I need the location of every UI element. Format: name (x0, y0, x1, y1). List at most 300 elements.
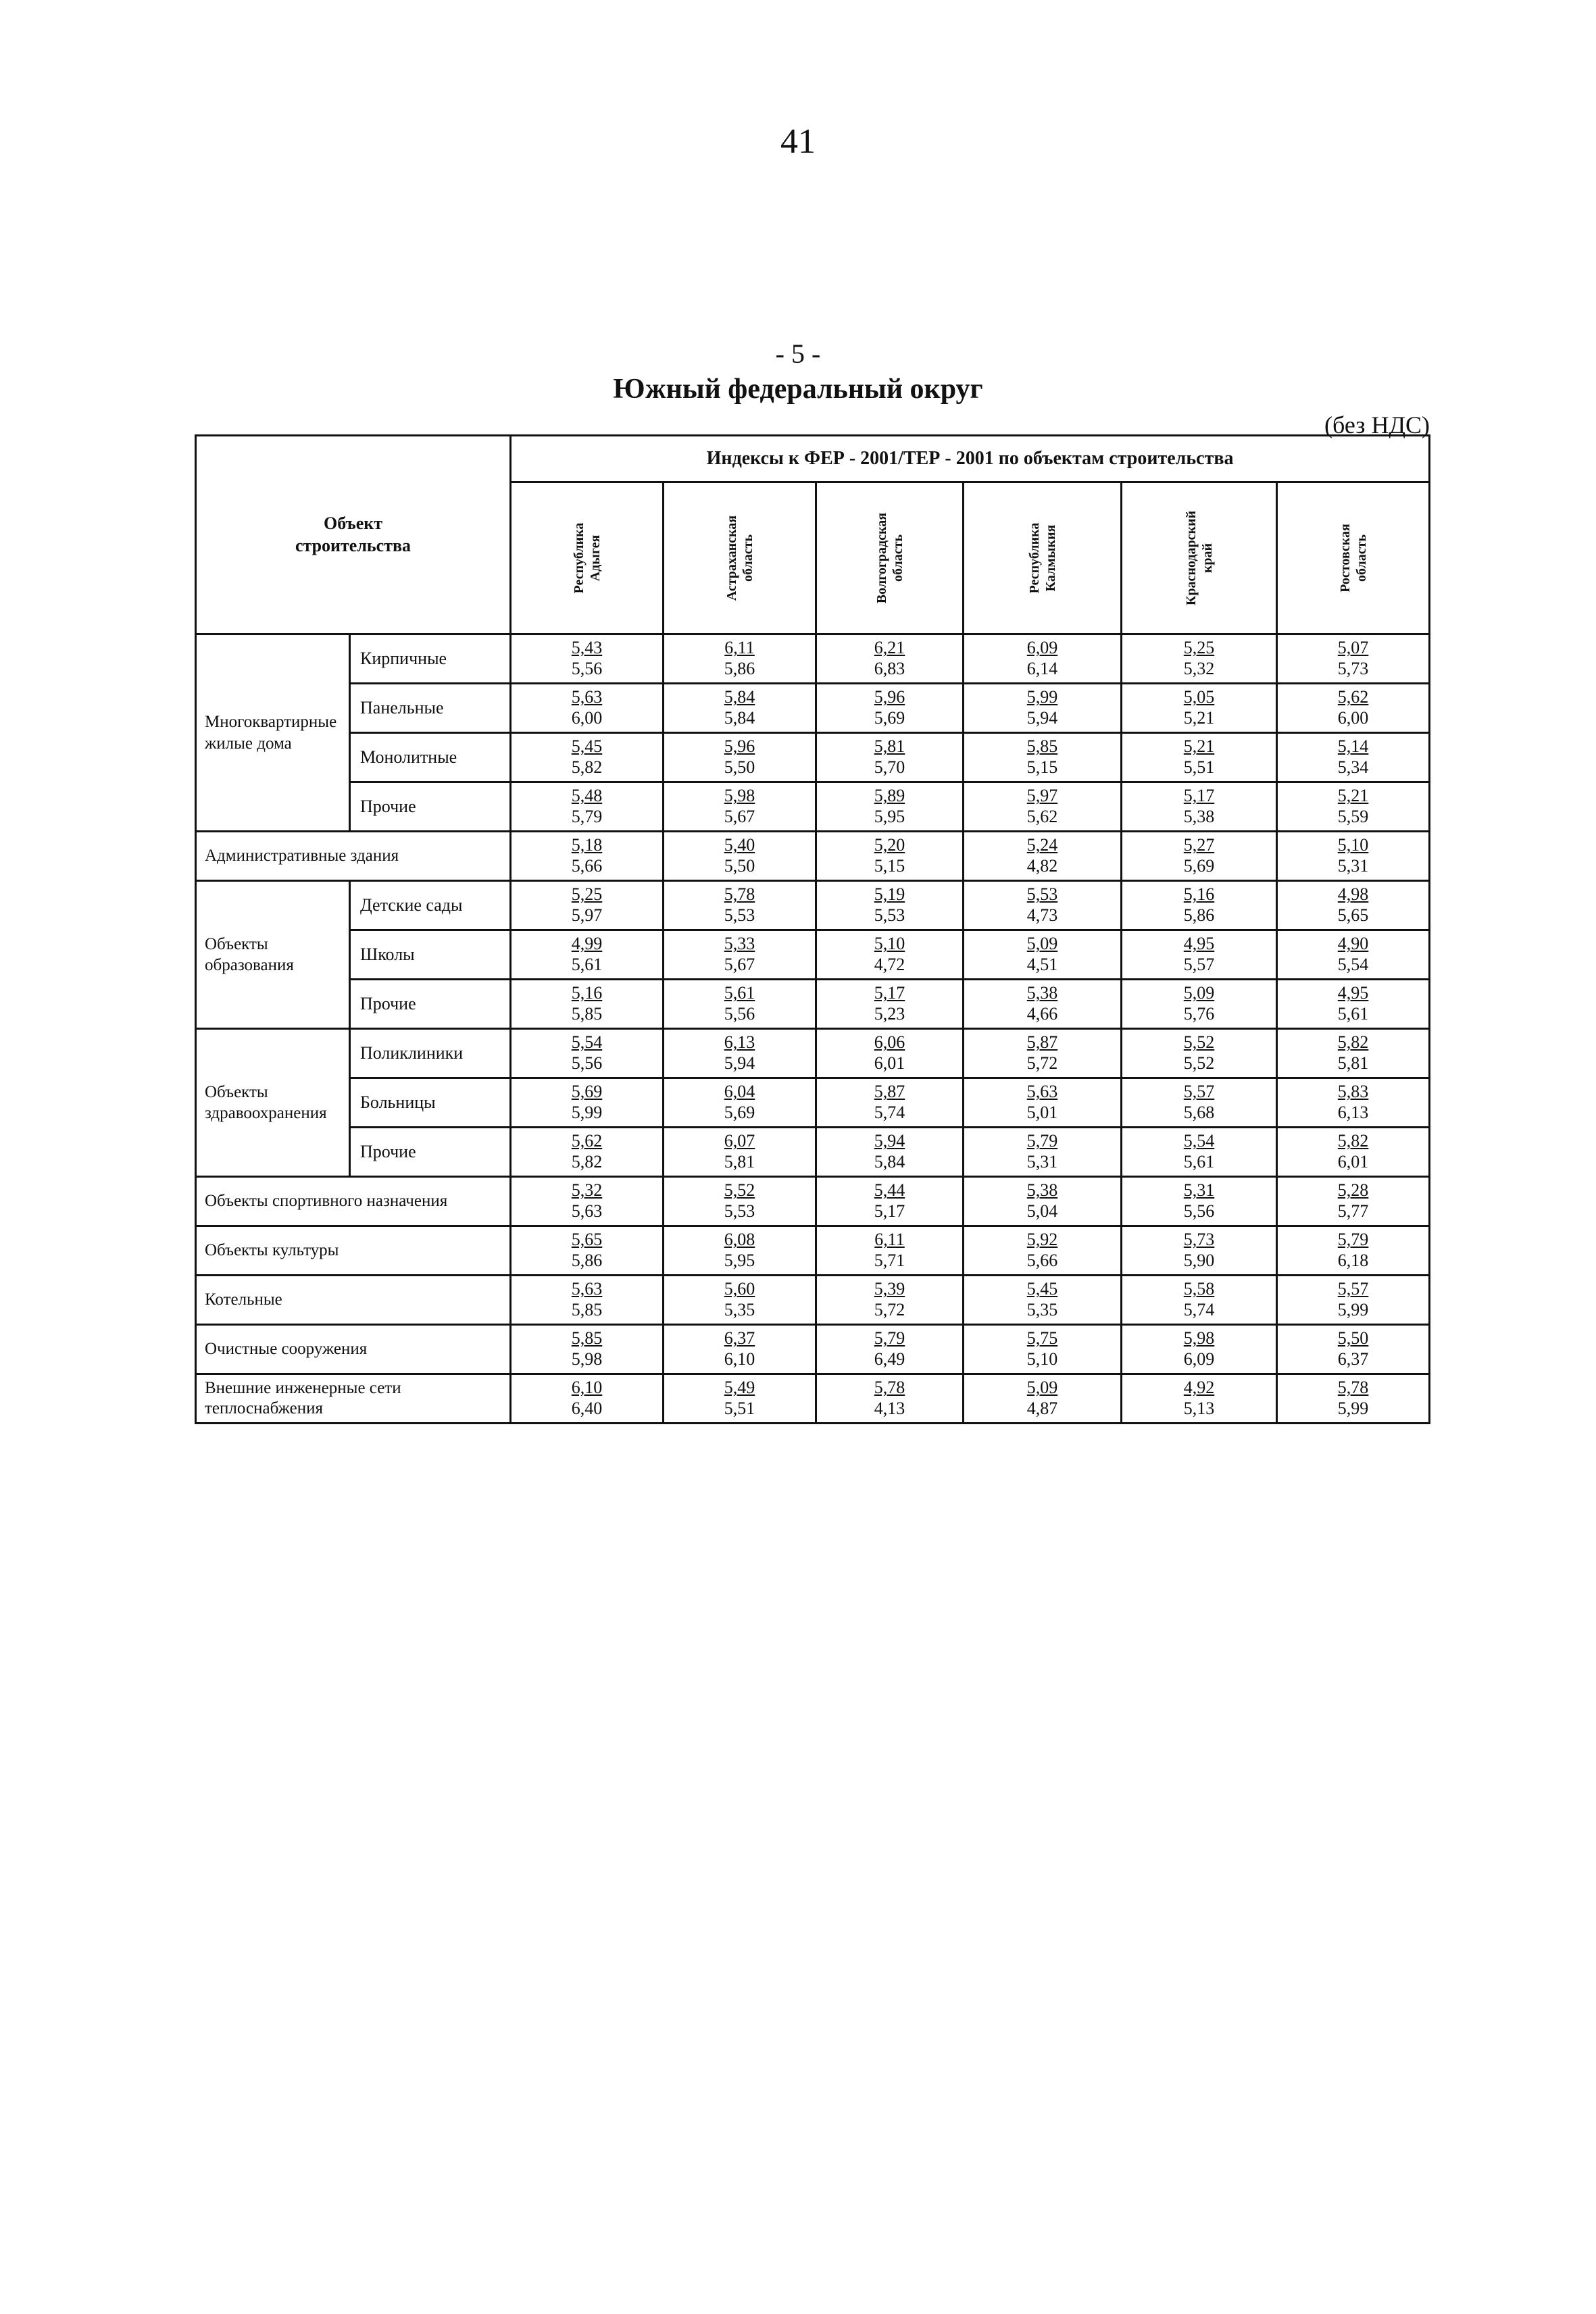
index-value-ter: 4,51 (1026, 955, 1058, 974)
index-value-ter: 4,73 (1026, 905, 1058, 925)
indices-header: Индексы к ФЕР - 2001/ТЕР - 2001 по объектам строительства (511, 436, 1430, 482)
index-cell (816, 1177, 964, 1226)
index-cell (964, 684, 1122, 733)
index-value-ter: 5,35 (1026, 1300, 1058, 1319)
index-value-fer: 5,39 (874, 1279, 905, 1299)
index-value-fer: 5,89 (874, 786, 905, 806)
index-value-fer: 5,24 (1026, 835, 1058, 855)
object-category: Котельные (196, 1276, 511, 1325)
index-value-ter: 5,99 (1337, 1399, 1369, 1418)
index-value-fer: 4,90 (1337, 934, 1369, 954)
index-value-fer: 5,94 (874, 1131, 905, 1151)
index-cell (1277, 930, 1430, 980)
index-value-fer: 5,63 (1026, 1082, 1058, 1102)
index-cell (511, 1177, 664, 1226)
index-value-ter: 6,37 (1337, 1349, 1369, 1369)
index-value-fer: 5,20 (874, 835, 905, 855)
index-cell (664, 1078, 816, 1128)
index-value-ter: 5,71 (874, 1251, 905, 1270)
index-value-ter: 5,70 (874, 757, 905, 777)
index-value-fer: 4,95 (1337, 983, 1369, 1003)
table-row (196, 832, 1430, 881)
table-row (196, 1177, 1430, 1226)
indices-table (195, 434, 1430, 1424)
index-value-ter: 5,53 (724, 905, 755, 925)
index-value-fer: 4,98 (1337, 884, 1369, 905)
index-value-fer: 5,79 (1026, 1131, 1058, 1151)
index-cell (511, 1029, 664, 1078)
index-value-fer: 5,73 (1183, 1230, 1215, 1250)
vat-note: (без НДС) (1324, 411, 1430, 438)
index-cell (964, 1029, 1122, 1078)
index-value-fer: 5,98 (724, 786, 755, 806)
object-subtype: Прочие (350, 980, 511, 1029)
index-value-fer: 5,09 (1026, 934, 1058, 954)
index-cell (964, 1325, 1122, 1374)
index-value-ter: 5,61 (571, 955, 603, 974)
table-row (196, 782, 1430, 832)
index-cell (664, 832, 816, 881)
region-header-label: Астраханская область (724, 515, 755, 601)
index-cell (511, 1078, 664, 1128)
index-value-ter: 5,61 (1337, 1004, 1369, 1024)
index-cell (816, 782, 964, 832)
index-value-ter: 5,52 (1183, 1053, 1215, 1073)
index-value-fer: 5,81 (874, 736, 905, 757)
index-value-fer: 6,08 (724, 1230, 755, 1250)
index-value-fer: 5,53 (1026, 884, 1058, 905)
index-cell (664, 782, 816, 832)
index-value-fer: 5,33 (724, 934, 755, 954)
index-value-ter: 6,00 (1337, 708, 1369, 728)
index-value-fer: 5,69 (571, 1082, 603, 1102)
index-value-fer: 5,78 (874, 1378, 905, 1398)
index-value-fer: 5,57 (1183, 1082, 1215, 1102)
index-value-ter: 5,50 (724, 757, 755, 777)
index-cell (1122, 1276, 1277, 1325)
object-subtype: Кирпичные (350, 634, 511, 684)
index-value-ter: 5,72 (874, 1300, 905, 1319)
object-category: Очистные сооружения (196, 1325, 511, 1374)
region-header-label: Краснодарский край (1183, 510, 1215, 606)
index-cell (1122, 1325, 1277, 1374)
index-value-ter: 6,40 (571, 1399, 603, 1418)
table-row (196, 634, 1430, 684)
index-cell (816, 1226, 964, 1276)
index-value-ter: 5,94 (1026, 708, 1058, 728)
index-value-fer: 5,09 (1026, 1378, 1058, 1398)
index-value-fer: 5,25 (1183, 638, 1215, 658)
index-value-ter: 5,50 (724, 856, 755, 876)
index-value-ter: 5,69 (874, 708, 905, 728)
index-cell (1122, 1128, 1277, 1177)
index-cell (664, 1276, 816, 1325)
index-value-ter: 5,98 (571, 1349, 603, 1369)
index-value-fer: 6,07 (724, 1131, 755, 1151)
object-category: Объекты спортивного назначения (196, 1177, 511, 1226)
index-value-ter: 5,90 (1183, 1251, 1215, 1270)
index-value-fer: 5,09 (1183, 983, 1215, 1003)
index-cell (816, 980, 964, 1029)
index-value-ter: 6,10 (724, 1349, 755, 1369)
index-value-fer: 5,78 (724, 884, 755, 905)
index-cell (816, 634, 964, 684)
index-value-ter: 5,53 (724, 1201, 755, 1221)
index-value-ter: 5,95 (724, 1251, 755, 1270)
index-value-ter: 5,84 (724, 708, 755, 728)
object-group: Объекты здравоохранения (196, 1029, 350, 1177)
index-cell (816, 1029, 964, 1078)
index-value-ter: 5,15 (874, 856, 905, 876)
index-value-fer: 5,17 (874, 983, 905, 1003)
index-cell (511, 684, 664, 733)
index-value-ter: 5,23 (874, 1004, 905, 1024)
index-value-fer: 5,25 (571, 884, 603, 905)
object-category: Административные здания (196, 832, 511, 881)
index-cell (964, 1276, 1122, 1325)
index-value-fer: 5,21 (1337, 786, 1369, 806)
index-value-ter: 5,57 (1183, 955, 1215, 974)
index-cell (664, 1226, 816, 1276)
index-value-fer: 5,61 (724, 983, 755, 1003)
table-row (196, 1128, 1430, 1177)
index-cell (511, 1325, 664, 1374)
index-cell (1122, 684, 1277, 733)
document-title: Южный федеральный округ (613, 374, 983, 405)
index-cell (1277, 1177, 1430, 1226)
index-cell (816, 733, 964, 782)
index-cell (511, 733, 664, 782)
index-cell (964, 733, 1122, 782)
table-row (196, 733, 1430, 782)
index-value-ter: 5,99 (1337, 1300, 1369, 1319)
index-value-fer: 5,58 (1183, 1279, 1215, 1299)
index-value-fer: 5,10 (874, 934, 905, 954)
index-cell (664, 733, 816, 782)
index-value-ter: 5,79 (571, 807, 603, 826)
index-value-fer: 5,78 (1337, 1378, 1369, 1398)
index-value-fer: 5,87 (874, 1082, 905, 1102)
index-value-ter: 5,38 (1183, 807, 1215, 826)
index-value-fer: 5,82 (1337, 1131, 1369, 1151)
index-cell (816, 1128, 964, 1177)
table-body (196, 634, 1430, 1424)
index-value-ter: 5,72 (1026, 1053, 1058, 1073)
index-value-ter: 5,82 (571, 757, 603, 777)
index-cell (964, 832, 1122, 881)
index-cell (964, 881, 1122, 930)
index-cell (816, 1276, 964, 1325)
index-value-fer: 5,16 (571, 983, 603, 1003)
index-value-ter: 5,67 (724, 807, 755, 826)
index-value-fer: 4,95 (1183, 934, 1215, 954)
index-value-ter: 5,69 (1183, 856, 1215, 876)
index-cell (664, 1128, 816, 1177)
index-value-ter: 5,94 (724, 1053, 755, 1073)
index-cell (1277, 1029, 1430, 1078)
index-value-ter: 5,17 (874, 1201, 905, 1221)
index-value-ter: 5,62 (1026, 807, 1058, 826)
index-value-fer: 5,87 (1026, 1032, 1058, 1053)
index-cell (964, 930, 1122, 980)
index-value-fer: 6,11 (874, 1230, 905, 1250)
index-cell (1122, 1226, 1277, 1276)
index-value-fer: 5,05 (1183, 687, 1215, 707)
index-value-ter: 6,14 (1026, 659, 1058, 678)
index-value-ter: 5,74 (874, 1103, 905, 1122)
index-value-ter: 6,01 (874, 1053, 905, 1073)
index-cell (1122, 634, 1277, 684)
index-value-fer: 5,83 (1337, 1082, 1369, 1102)
index-cell (511, 1226, 664, 1276)
index-value-fer: 5,84 (724, 687, 755, 707)
index-value-fer: 5,07 (1337, 638, 1369, 658)
index-value-fer: 5,52 (1183, 1032, 1215, 1053)
index-cell (1277, 980, 1430, 1029)
index-value-ter: 5,56 (571, 1053, 603, 1073)
index-value-fer: 6,06 (874, 1032, 905, 1053)
index-value-fer: 5,85 (1026, 736, 1058, 757)
index-cell (664, 881, 816, 930)
index-value-ter: 5,34 (1337, 757, 1369, 777)
object-subtype: Больницы (350, 1078, 511, 1128)
index-cell (964, 1374, 1122, 1424)
index-value-ter: 5,85 (571, 1300, 603, 1319)
subpage-number: - 5 - (775, 338, 821, 369)
index-value-ter: 5,21 (1183, 708, 1215, 728)
index-value-ter: 5,32 (1183, 659, 1215, 678)
index-value-fer: 5,92 (1026, 1230, 1058, 1250)
index-cell (816, 684, 964, 733)
table-row (196, 881, 1430, 930)
index-cell (816, 1078, 964, 1128)
object-subtype: Монолитные (350, 733, 511, 782)
index-value-ter: 5,13 (1183, 1399, 1215, 1418)
index-value-fer: 5,19 (874, 884, 905, 905)
index-value-ter: 5,81 (1337, 1053, 1369, 1073)
index-cell (816, 930, 964, 980)
index-cell (664, 1325, 816, 1374)
index-value-fer: 5,43 (571, 638, 603, 658)
index-cell (964, 782, 1122, 832)
index-cell (1277, 1276, 1430, 1325)
index-value-ter: 5,15 (1026, 757, 1058, 777)
region-header-label: Республика Калмыкия (1026, 522, 1058, 594)
index-value-fer: 6,04 (724, 1082, 755, 1102)
index-value-ter: 4,13 (874, 1399, 905, 1418)
index-value-ter: 5,56 (571, 659, 603, 678)
index-cell (816, 1325, 964, 1374)
table-row (196, 1226, 1430, 1276)
index-value-ter: 5,31 (1337, 856, 1369, 876)
index-cell (964, 980, 1122, 1029)
object-group: Объекты образования (196, 881, 350, 1029)
table-row (196, 1078, 1430, 1128)
index-value-ter: 5,53 (874, 905, 905, 925)
index-cell (511, 782, 664, 832)
index-cell (964, 634, 1122, 684)
index-cell (1277, 634, 1430, 684)
index-cell (511, 930, 664, 980)
index-value-fer: 5,32 (571, 1180, 603, 1201)
index-cell (1122, 1374, 1277, 1424)
index-cell (1122, 930, 1277, 980)
index-cell (511, 634, 664, 684)
region-header-label: Республика Адыгея (571, 522, 603, 594)
index-cell (1122, 881, 1277, 930)
index-cell (964, 1128, 1122, 1177)
index-value-fer: 6,37 (724, 1328, 755, 1349)
index-value-ter: 4,72 (874, 955, 905, 974)
index-value-ter: 5,84 (874, 1152, 905, 1172)
index-value-ter: 5,85 (571, 1004, 603, 1024)
index-value-fer: 5,40 (724, 835, 755, 855)
page-number: 41 (780, 122, 816, 161)
index-value-ter: 5,67 (724, 955, 755, 974)
index-value-fer: 5,62 (1337, 687, 1369, 707)
index-value-ter: 5,66 (571, 856, 603, 876)
index-cell (664, 1177, 816, 1226)
index-value-ter: 5,31 (1026, 1152, 1058, 1172)
table-row (196, 930, 1430, 980)
index-cell (964, 1226, 1122, 1276)
index-cell (511, 832, 664, 881)
index-value-fer: 5,65 (571, 1230, 603, 1250)
index-value-fer: 4,99 (571, 934, 603, 954)
index-value-ter: 5,65 (1337, 905, 1369, 925)
table-row (196, 1374, 1430, 1424)
index-value-ter: 5,86 (1183, 905, 1215, 925)
index-value-ter: 5,86 (724, 659, 755, 678)
index-cell (964, 1078, 1122, 1128)
index-cell (664, 930, 816, 980)
index-cell (664, 980, 816, 1029)
index-value-fer: 6,11 (724, 638, 755, 658)
index-value-ter: 5,86 (571, 1251, 603, 1270)
table-row (196, 1325, 1430, 1374)
index-value-fer: 5,49 (724, 1378, 755, 1398)
index-cell (1122, 1177, 1277, 1226)
index-value-ter: 5,82 (571, 1152, 603, 1172)
region-header-label: Ростовская область (1337, 524, 1369, 593)
index-value-fer: 5,45 (1026, 1279, 1058, 1299)
object-group: Многоквартирные жилые дома (196, 634, 350, 832)
index-value-fer: 5,18 (571, 835, 603, 855)
index-value-ter: 5,63 (571, 1201, 603, 1221)
index-cell (1277, 1374, 1430, 1424)
index-value-ter: 5,61 (1183, 1152, 1215, 1172)
index-value-fer: 5,38 (1026, 1180, 1058, 1201)
index-value-fer: 5,27 (1183, 835, 1215, 855)
index-cell (1277, 1226, 1430, 1276)
region-header (664, 482, 816, 634)
index-value-fer: 5,75 (1026, 1328, 1058, 1349)
index-value-fer: 5,96 (724, 736, 755, 757)
index-cell (1277, 1128, 1430, 1177)
index-cell (1122, 832, 1277, 881)
index-cell (1122, 980, 1277, 1029)
index-value-fer: 6,09 (1026, 638, 1058, 658)
index-value-fer: 5,60 (724, 1279, 755, 1299)
index-value-ter: 5,97 (571, 905, 603, 925)
index-cell (664, 684, 816, 733)
index-value-fer: 5,50 (1337, 1328, 1369, 1349)
index-value-ter: 5,66 (1026, 1251, 1058, 1270)
index-value-ter: 6,83 (874, 659, 905, 678)
object-subtype: Поликлиники (350, 1029, 511, 1078)
index-value-fer: 5,63 (571, 1279, 603, 1299)
index-value-fer: 5,14 (1337, 736, 1369, 757)
index-cell (1277, 881, 1430, 930)
index-cell (664, 1374, 816, 1424)
index-value-fer: 5,45 (571, 736, 603, 757)
index-value-fer: 5,54 (571, 1032, 603, 1053)
index-value-ter: 5,69 (724, 1103, 755, 1122)
index-cell (964, 1177, 1122, 1226)
region-header (1122, 482, 1277, 634)
index-cell (511, 1276, 664, 1325)
region-header (1277, 482, 1430, 634)
region-header (964, 482, 1122, 634)
index-value-ter: 5,95 (874, 807, 905, 826)
index-value-fer: 5,16 (1183, 884, 1215, 905)
index-value-fer: 5,28 (1337, 1180, 1369, 1201)
index-value-fer: 6,13 (724, 1032, 755, 1053)
index-value-ter: 5,59 (1337, 807, 1369, 826)
table-row (196, 684, 1430, 733)
index-value-ter: 4,82 (1026, 856, 1058, 876)
index-value-ter: 5,56 (1183, 1201, 1215, 1221)
index-value-ter: 6,01 (1337, 1152, 1369, 1172)
index-cell (816, 832, 964, 881)
index-value-ter: 5,76 (1183, 1004, 1215, 1024)
index-value-fer: 5,96 (874, 687, 905, 707)
index-cell (1277, 1325, 1430, 1374)
index-value-fer: 5,79 (1337, 1230, 1369, 1250)
index-value-ter: 4,87 (1026, 1399, 1058, 1418)
object-subtype: Детские сады (350, 881, 511, 930)
index-cell (511, 1128, 664, 1177)
index-value-fer: 5,52 (724, 1180, 755, 1201)
index-value-ter: 5,77 (1337, 1201, 1369, 1221)
index-value-ter: 5,01 (1026, 1103, 1058, 1122)
index-value-fer: 5,79 (874, 1328, 905, 1349)
object-category: Объекты культуры (196, 1226, 511, 1276)
table-row (196, 1029, 1430, 1078)
index-value-ter: 6,13 (1337, 1103, 1369, 1122)
object-subtype: Школы (350, 930, 511, 980)
index-value-ter: 5,10 (1026, 1349, 1058, 1369)
object-column-header: Объект строительства (196, 436, 511, 634)
object-subtype: Панельные (350, 684, 511, 733)
index-value-ter: 5,68 (1183, 1103, 1215, 1122)
index-value-fer: 5,10 (1337, 835, 1369, 855)
index-value-fer: 5,57 (1337, 1279, 1369, 1299)
index-value-ter: 5,54 (1337, 955, 1369, 974)
index-value-fer: 5,97 (1026, 786, 1058, 806)
index-value-fer: 4,92 (1183, 1378, 1215, 1398)
index-cell (1122, 733, 1277, 782)
index-value-fer: 5,62 (571, 1131, 603, 1151)
index-cell (664, 1029, 816, 1078)
index-cell (1122, 1029, 1277, 1078)
index-value-ter: 5,51 (1183, 757, 1215, 777)
index-value-ter: 6,00 (571, 708, 603, 728)
index-value-fer: 5,54 (1183, 1131, 1215, 1151)
index-value-fer: 5,48 (571, 786, 603, 806)
index-value-fer: 5,85 (571, 1328, 603, 1349)
table-row (196, 1276, 1430, 1325)
